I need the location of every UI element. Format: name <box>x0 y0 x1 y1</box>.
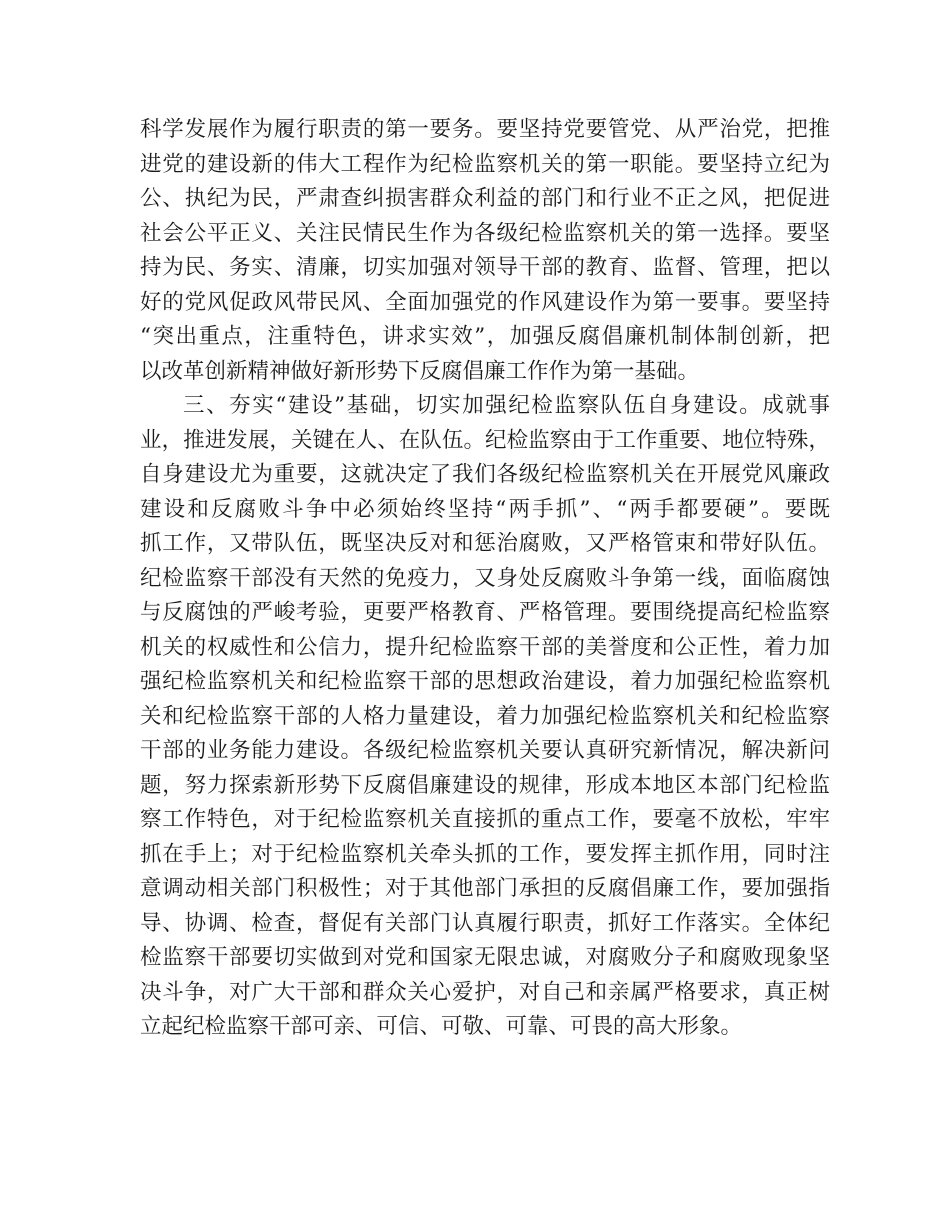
paragraph-line: 自身建设尤为重要，这就决定了我们各级纪检监察机关在开展党风廉政 <box>140 462 830 487</box>
paragraph-line: 业，推进发展，关键在人、在队伍。纪检监察由于工作重要、地位特殊， <box>140 427 830 453</box>
paragraph-line: 科学发展作为履行职责的第一要务。要坚持党要管党、从严治党，把推 <box>140 117 830 142</box>
paragraph <box>140 389 830 1045</box>
paragraph-line: 纪检监察干部没有天然的免疫力，又身处反腐败斗争第一线，面临腐蚀 <box>140 565 830 591</box>
paragraph-line: 决斗争，对广大干部和群众关心爱护，对自己和亲属严格要求，真正树 <box>140 979 830 1005</box>
paragraph-line: 关和纪检监察干部的人格力量建设，着力加强纪检监察机关和纪检监察 <box>140 703 830 729</box>
paragraph-line: 机关的权威性和公信力，提升纪检监察干部的美誉度和公正性，着力加 <box>140 634 830 660</box>
paragraph <box>140 113 830 389</box>
paragraph-line: 社会公平正义、关注民情民生作为各级纪检监察机关的第一选择。要坚 <box>140 220 830 246</box>
paragraph-line: 抓在手上；对于纪检监察机关牵头抓的工作，要发挥主抓作用，同时注 <box>140 841 830 867</box>
paragraph-line: “突出重点，注重特色，讲求实效”，加强反腐倡廉机制体制创新，把 <box>140 324 830 349</box>
paragraph-line: 抓工作，又带队伍，既坚决反对和惩治腐败，又严格管束和带好队伍。 <box>140 531 830 556</box>
paragraph-line: 三、夯实“建设”基础，切实加强纪检监察队伍自身建设。成就事 <box>183 393 830 418</box>
document-body <box>140 113 830 1045</box>
paragraph-line: 检监察干部要切实做到对党和国家无限忠诚，对腐败分子和腐败现象坚 <box>140 945 830 970</box>
paragraph-line: 题，努力探索新形势下反腐倡廉建设的规律，形成本地区本部门纪检监 <box>140 772 830 798</box>
paragraph-line: 持为民、务实、清廉，切实加强对领导干部的教育、监督、管理，把以 <box>140 255 830 280</box>
paragraph-line: 立起纪检监察干部可亲、可信、可敬、可靠、可畏的高大形象。 <box>140 1014 743 1039</box>
paragraph-line: 意调动相关部门积极性；对于其他部门承担的反腐倡廉工作，要加强指 <box>140 876 830 901</box>
paragraph-line: 建设和反腐败斗争中必须始终坚持“两手抓”、“两手都要硬”。要既 <box>140 496 830 522</box>
paragraph-line: 干部的业务能力建设。各级纪检监察机关要认真研究新情况，解决新问 <box>140 738 830 763</box>
paragraph-line: 以改革创新精神做好新形势下反腐倡廉工作作为第一基础。 <box>140 358 700 384</box>
paragraph-line: 强纪检监察机关和纪检监察干部的思想政治建设，着力加强纪检监察机 <box>140 669 830 694</box>
paragraph-line: 好的党风促政风带民风、全面加强党的作风建设作为第一要事。要坚持 <box>140 289 830 315</box>
paragraph-line: 导、协调、检查，督促有关部门认真履行职责，抓好工作落实。全体纪 <box>140 910 830 936</box>
paragraph-line: 与反腐蚀的严峻考验，更要严格教育、严格管理。要围绕提高纪检监察 <box>140 600 830 625</box>
paragraph-line: 公、执纪为民，严肃查纠损害群众利益的部门和行业不正之风，把促进 <box>140 186 830 211</box>
paragraph-line: 进党的建设新的伟大工程作为纪检监察机关的第一职能。要坚持立纪为 <box>140 151 830 177</box>
paragraph-line: 察工作特色，对于纪检监察机关直接抓的重点工作，要毫不放松，牢牢 <box>140 807 830 832</box>
